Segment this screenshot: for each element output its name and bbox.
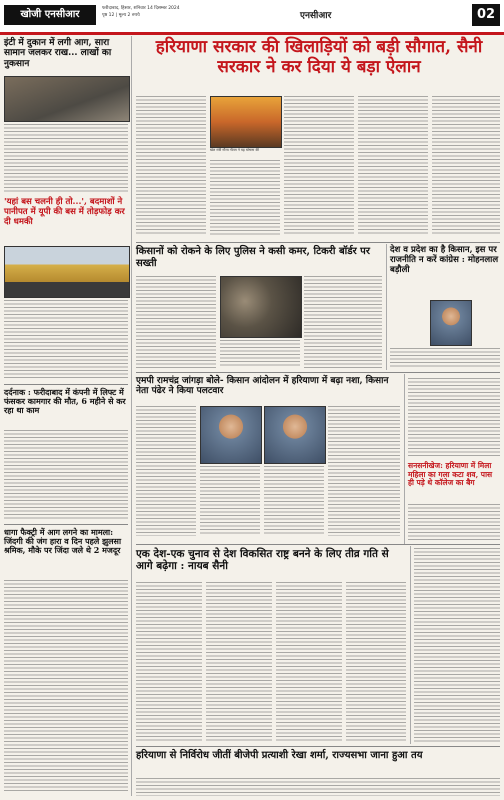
column-rule (410, 546, 411, 744)
sports-minister-photo (210, 96, 282, 148)
main-headline: हरियाणा सरकार की खिलाड़ियों को बड़ी सौगात, सैनी सरकार ने कर दिया ये बड़ा ऐलान (155, 37, 483, 77)
article-text (414, 548, 500, 742)
politician-photo (430, 300, 472, 346)
date-text: फरीदाबाद, हिसार, शनिवार 14 दिसम्बर 2024 (102, 6, 180, 11)
divider (136, 372, 500, 373)
article-text (358, 96, 428, 236)
divider (136, 746, 500, 747)
edition-text: पृष्ठ 12 | मूल्य 2 रुपये (102, 13, 140, 18)
article-text (136, 276, 216, 368)
election-headline: एक देश-एक चुनाव से देश विकसित राष्ट्र बनने के लिए तीव्र गति से आगे बढ़ेगा : नायब सैनी (136, 548, 389, 573)
article-text (136, 778, 500, 796)
article-text (136, 582, 202, 742)
article-text (276, 582, 342, 742)
page-number: 02 (472, 4, 500, 26)
article-text (136, 406, 196, 536)
farmers-protest-photo (220, 276, 302, 338)
divider (4, 524, 128, 525)
photo-caption: खेल मंत्री गौरव गौतम ने यह घोषणा की (210, 148, 260, 152)
article-text (264, 466, 324, 536)
article-text (390, 348, 500, 368)
article-text (284, 96, 354, 236)
headline-left-mid: 'यहां बस चलनी ही तो...', बदमाशों ने पानीपत में यूपी की बस में तोड़फोड़ कर दी धमकी (4, 197, 125, 227)
divider (136, 242, 500, 243)
farmers-headline: किसानों को रोकने के लिए पुलिस ने कसी कमर, टिकरी बॉर्डर पर सख्ती (136, 246, 370, 269)
masthead (0, 0, 504, 35)
article-text (4, 430, 128, 520)
article-text (328, 406, 400, 536)
mp-photo (200, 406, 262, 464)
section-title: एनसीआर (300, 11, 332, 21)
congress-headline: देश व प्रदेश का है किसान, इस पर राजनीति न करें कांग्रेस : मोहनलाल बड़ौली (390, 245, 499, 275)
article-text (346, 582, 406, 742)
article-text (432, 96, 500, 236)
article-text (304, 276, 382, 368)
mp-headline: एमपी रामचंद्र जांगड़ा बोले- किसान आंदोलन में हरियाणा में बढ़ा नशा, किसान नेता पंढेर ने किया पलटवार (136, 376, 389, 397)
article-text (136, 96, 206, 236)
article-text (408, 504, 500, 540)
bottom-headline: हरियाणा से निर्विरोध जीतीं बीजेपी प्रत्याशी रेखा शर्मा, राज्यसभा जाना हुआ तय (136, 750, 423, 761)
headline-left-top: इंटी में दुकान में लगी आग, सारा सामान जलकर राख... लाखों का नुकसान (4, 38, 112, 69)
hostel-headline: सनसनीखेज: हरियाणा में मिला महिला का गला कटा शव, पास ही पड़े थे कॉलेज का बैग (408, 461, 493, 488)
headline-left-bottom: धागा फैक्ट्री में आग लगने का मामला: जिंदगी की जंग हारा व दिन पहले झुलसा श्रमिक, मौके पर जिंदा जले थे 2 मजदूर (4, 527, 122, 556)
headline-left-lower: दर्दनाक : फरीदाबाद में कंपनी में लिफ्ट में फंसकर कामगार की मौत, 6 महीने से कर रहा था काम (4, 387, 126, 416)
article-text (4, 580, 128, 792)
article-text (206, 582, 272, 742)
date-line (102, 5, 252, 19)
article-text (200, 466, 260, 536)
article-text (4, 124, 128, 194)
article-text (408, 378, 500, 458)
newspaper-brand: खोजी एनसीआर (4, 5, 96, 25)
column-rule (404, 374, 405, 544)
divider (136, 544, 500, 545)
article-text (220, 340, 300, 368)
shop-fire-photo (4, 76, 130, 122)
column-rule (386, 244, 387, 370)
column-rule (131, 36, 132, 796)
divider (4, 384, 128, 385)
farmer-leader-photo (264, 406, 326, 464)
article-text (210, 160, 280, 236)
bus-photo (4, 246, 130, 298)
article-text (4, 300, 128, 380)
